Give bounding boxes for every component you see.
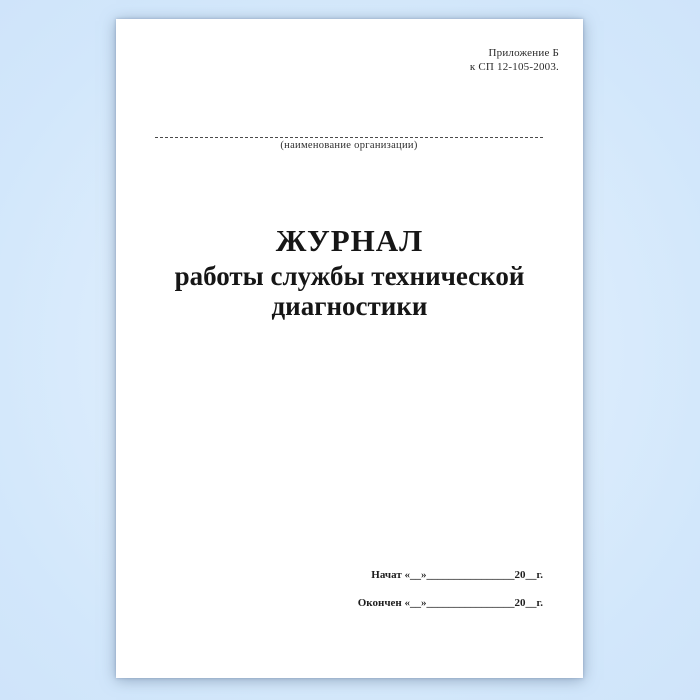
journal-subtitle-line-1: работы службы технической: [174, 261, 525, 291]
appendix-line-2: к СП 12-105-2003.: [469, 61, 559, 73]
organization-name-blank-line: [155, 131, 543, 138]
organization-name-field: [155, 131, 543, 151]
finished-date-line: Окончен «__»________________20__г.: [357, 597, 543, 609]
started-date-line: Начат «__»________________20__г.: [371, 569, 543, 581]
document-title-block: [116, 221, 583, 321]
journal-cover-page: [116, 19, 583, 678]
organization-name-caption: (наименование организации): [280, 140, 418, 151]
appendix-line-1: Приложение Б: [488, 47, 559, 59]
appendix-reference: [470, 46, 559, 74]
dates-block: [358, 569, 543, 610]
journal-subtitle-line-2: диагностики: [271, 291, 428, 321]
journal-title: ЖУРНАЛ: [275, 223, 424, 258]
